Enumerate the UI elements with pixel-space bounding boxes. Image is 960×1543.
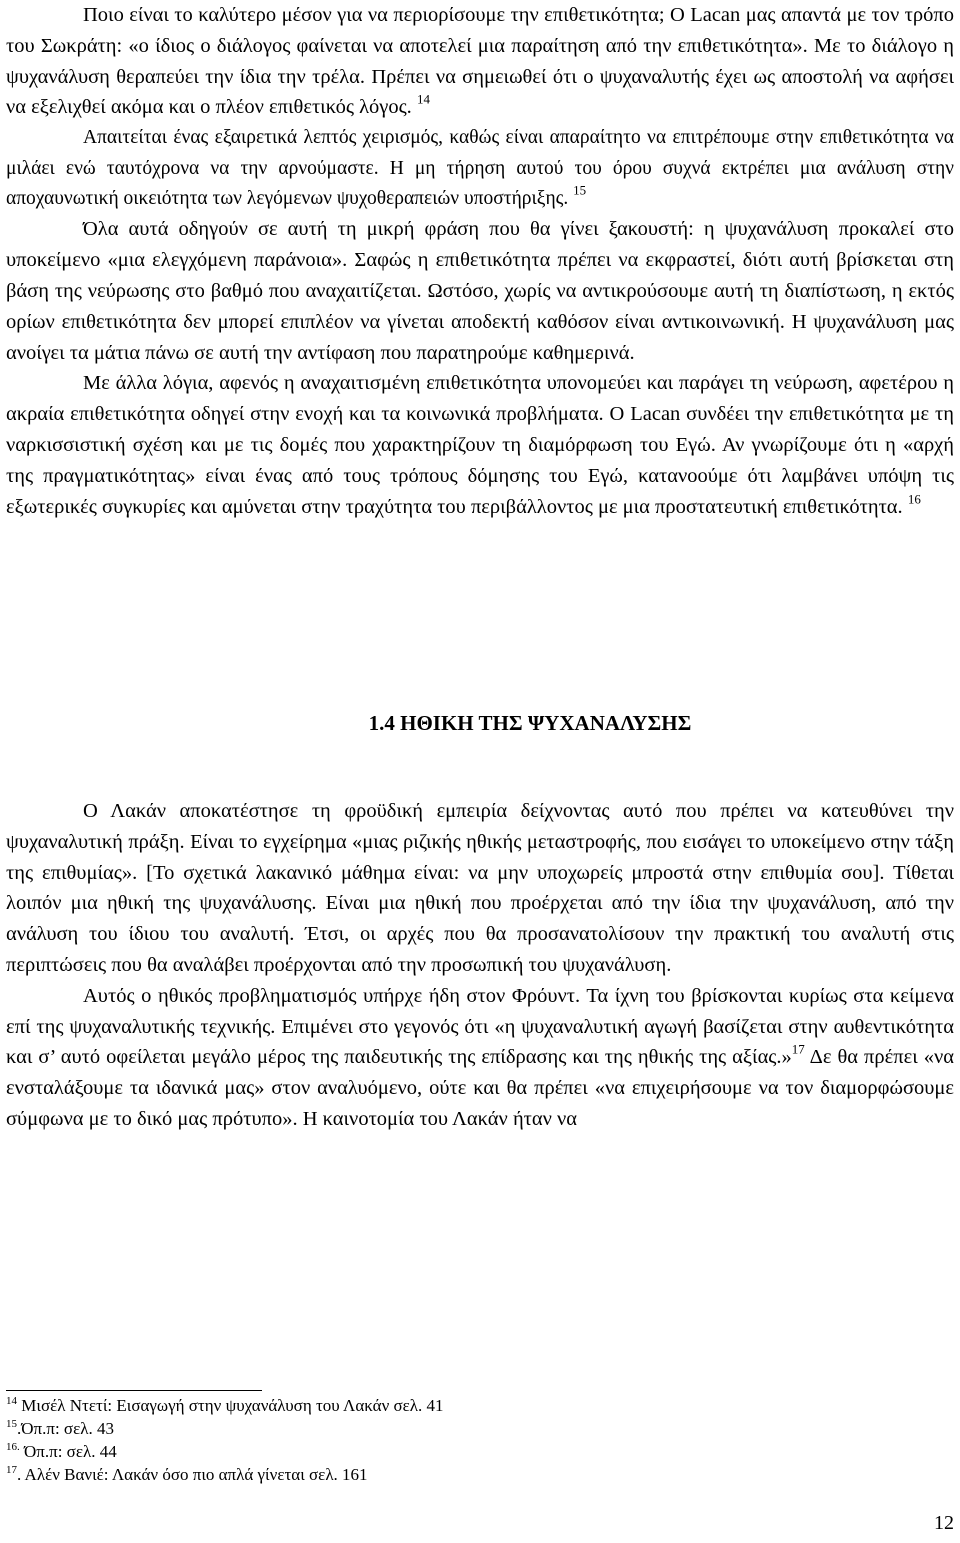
paragraph-ethics bbox=[6, 796, 954, 981]
footnote-mark: 17 bbox=[6, 1463, 17, 1476]
footnote-14 bbox=[6, 1394, 906, 1417]
paragraph-text: Με άλλα λόγια, αφενός η αναχαιτισμένη επιθετικότητα υπονομεύει και παράγει τη νεύρωση, αφετέρου η ακραία επιθετικότητα οδηγεί στην ενοχή και τα κοινωνικά προβλήματα. O Lacan συνδέει την επιθετικότητα με τη ναρκισσιστική σχέση και με τις δομές που χαρακτηρίζουν τη διαμόρφωση του Εγώ. Αν γνωρίζουμε ότι η «αρχή της πραγματικότητας» είναι ένας από τους τρόπους δόμησης του Εγώ, κατανοούμε ότι λαμβάνει υπόψη τις εξωτερικές συγκυρίες και αμύνεται στην τραχύτητα του περιβάλλοντος με μια προστατευτική επιθετικότητα. bbox=[6, 372, 954, 518]
footnote-text: .Όπ.π: σελ. 43 bbox=[17, 1419, 114, 1438]
footnote-mark: 14 bbox=[6, 1394, 17, 1407]
footnote-mark: 15 bbox=[6, 1417, 17, 1430]
footnote-ref-17: 17 bbox=[791, 1041, 805, 1057]
lower-text-block bbox=[6, 796, 954, 1135]
paragraph-text: Ο Λακάν αποκατέστησε τη φροϋδική εμπειρία δείχνοντας αυτό που πρέπει να κατευθύνει την ψυχαναλυτική πράξη. Είναι το εγχείρημα «μιας ριζικής ηθικής μεταστροφής, που εισάγει το υποκείμενο στην τάξη της επιθυμίας». [Το σχετικά λακανικό μάθημα είναι: να μην υποχωρείς μπροστά στην επιθυμία σου]. Τίθεται λοιπόν μια ηθική της ψυχανάλυσης. Είναι μια ηθική που προέρχεται από την ίδια την ψυχανάλυση, από την ανάλυση του ίδιου του αναλυτή. Έτσι, οι αρχές που θα προσανατολίσουν την πρακτική του αναλυτή στις περιπτώσεις που θα αναλάβει προέρχονται από την προσωπική του ψυχανάλυση. bbox=[6, 800, 954, 976]
footnote-text: Όπ.π: σελ. 44 bbox=[19, 1442, 117, 1461]
paragraph-freud bbox=[6, 981, 954, 1135]
footnote-ref-14: 14 bbox=[416, 91, 430, 107]
footnote-15 bbox=[6, 1417, 906, 1440]
footnote-text: Μισέλ Ντετί: Εισαγωγή στην ψυχανάλυση του Λακάν σελ. 41 bbox=[17, 1396, 444, 1415]
footnote-16 bbox=[6, 1440, 906, 1463]
upper-text-block bbox=[6, 0, 954, 522]
paragraph-paranoia bbox=[6, 214, 954, 368]
paragraph-text: Αυτός ο ηθικός προβληματισμός υπήρχε ήδη στον Φρόυντ. Τα ίχνη του βρίσκονται κυρίως στα κείμενα επί της ψυχαναλυτικής τεχνικής. Επιμένει στο γεγονός ότι «η ψυχαναλυτική αγωγή βασίζεται στην αυθεντικότητα και σ’ αυτό οφείλεται μεγάλο μέρος της παιδευτικής της επίδρασης και της ηθικής της αξίας.» bbox=[6, 984, 954, 1069]
footnote-ref-16: 16 bbox=[907, 490, 921, 506]
paragraph-aggression bbox=[6, 0, 954, 123]
paragraph-text-continued: Δε θα πρέπει «να ενσταλάξουμε τα ιδανικά μας» στον αναλυόμενο, ούτε και θα πρέπει «να επιχειρήσουμε να τον διαμορφώσουμε σύμφωνα με το δικό μας πρότυπο». Η καινοτομία του Λακάν ήταν να bbox=[6, 1046, 954, 1130]
paragraph-handling bbox=[6, 123, 954, 214]
paragraph-text: Απαιτείται ένας εξαιρετικά λεπτός χειρισμός, καθώς είναι απαραίτητο να επιτρέπουμε στην επιθετικότητα να μιλάει ενώ ταυτόχρονα να την αρνούμαστε. Η μη τήρηση αυτού του όρου συχνά εκτρέπει μια ανάλυση στην αποχαυνωτική οικειότητα των λεγόμενων ψυχοθεραπειών υποστήριξης. bbox=[6, 127, 954, 209]
footnote-17 bbox=[6, 1463, 906, 1486]
paragraph-text: Όλα αυτά οδηγούν σε αυτή τη μικρή φράση που θα γίνει ξακουστή: η ψυχανάλυση προκαλεί στο υποκείμενο «μια ελεγχόμενη παράνοια». Σαφώς η επιθετικότητα πρέπει να εκφραστεί, διότι αυτή βρίσκεται στη βάση της νεύρωσης στο βαθμό που αναχαιτίζεται. Ωστόσο, χωρίς να αντικρούσουμε αυτή τη διαπίστωση, η εκτός ορίων επιθετικότητα δεν μπορεί επιπλέον να γίνεται αποδεκτή καθόσον είναι αντικοινωνική. Η ψυχανάλυση μας ανοίγει τα μάτια πάνω σε αυτή την αντίφαση που παρατηρούμε καθημερινά. bbox=[6, 218, 954, 364]
section-heading bbox=[0, 708, 960, 738]
paragraph-text: Ποιο είναι το καλύτερο μέσον για να περιορίσουμε την επιθετικότητα; O Lacan μας απαντά με τον τρόπο του Σωκράτη: «ο ίδιος ο διάλογος φαίνεται να αποτελεί μια παραίτηση από την επιθετικότητα». Με το διάλογο η ψυχανάλυση θεραπεύει την ίδια την τρέλα. Πρέπει να σημειωθεί ότι ο ψυχαναλυτής έχει ως αποστολή να αφήσει να εξελιχθεί ακόμα και ο πλέον επιθετικός λόγος. bbox=[6, 4, 954, 119]
section-heading-text: 1.4 ΗΘΙΚΗ ΤΗΣ ΨΥΧΑΝΑΛΥΣΗΣ bbox=[368, 711, 692, 735]
footnote-separator bbox=[6, 1390, 262, 1391]
paragraph-neurosis bbox=[6, 368, 954, 522]
footnote-ref-15: 15 bbox=[573, 182, 587, 198]
footnote-mark: 16. bbox=[6, 1440, 20, 1453]
footnotes bbox=[6, 1394, 906, 1486]
page-number: 12 bbox=[934, 1512, 954, 1534]
footnote-text: . Αλέν Βανιέ: Λακάν όσο πιο απλά γίνεται σελ. 161 bbox=[17, 1465, 368, 1484]
